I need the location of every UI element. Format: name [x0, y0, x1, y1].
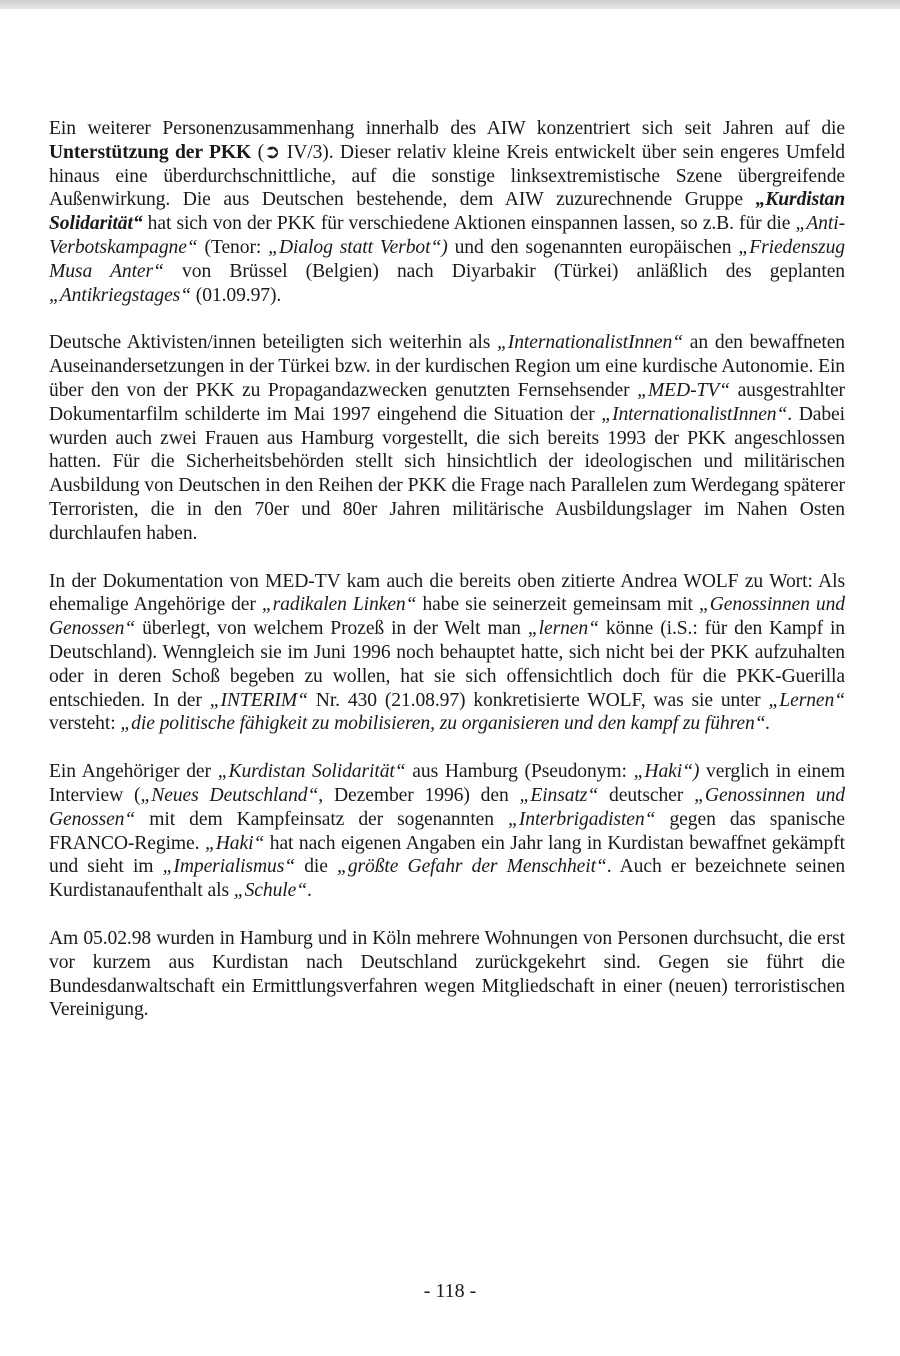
page-number: - 118 -	[423, 1280, 477, 1302]
text-segment: die	[295, 856, 338, 878]
text-segment: „Anti-Verbotskampagne“	[49, 213, 845, 258]
text-segment: gegen das spanische FRANCO-Regime.	[49, 808, 845, 854]
text-segment: „Lernen“	[768, 689, 846, 711]
text-segment: „InternationalistInnen“	[497, 332, 684, 354]
text-segment: In der Dokumentation von MED-TV kam auch die bereits oben zitierte Andrea WOLF zu Wort: Als ehemalige Angehörige der	[49, 570, 845, 616]
text-segment: „Haki“)	[633, 761, 700, 783]
text-segment: „Antikriegstages“	[49, 284, 191, 306]
paragraph-3	[49, 570, 845, 737]
text-segment: „größte Gefahr der Menschheit“	[337, 856, 607, 878]
text-segment: „Imperialismus“	[162, 856, 296, 878]
text-segment: „Neues Deutschland“	[140, 784, 319, 806]
text-segment: „Einsatz“	[519, 784, 599, 806]
paragraph-5	[49, 927, 845, 1022]
paragraph-4	[49, 760, 845, 903]
text-segment: von Brüssel (Belgien) nach Diyarbakir (Türkei) anläßlich des geplanten	[163, 260, 845, 282]
text-segment: „Dialog statt Verbot“)	[268, 236, 448, 258]
text-segment: „radikalen Linken“	[261, 594, 417, 616]
text-segment: Nr. 430 (21.08.97) konkretisierte WOLF, was sie unter	[307, 689, 769, 711]
text-segment: „Kurdistan Solidarität“	[49, 189, 845, 235]
text-segment: „MED-TV“	[637, 379, 730, 401]
text-segment: „Friedenszug Musa Anter“	[49, 236, 845, 282]
text-segment: (Tenor:	[197, 236, 269, 258]
text-segment: „Schule“	[233, 880, 308, 902]
text-segment: habe sie seinerzeit gemeinsam mit	[416, 594, 699, 616]
text-segment: Am 05.02.98 wurden in Hamburg und in Köln mehrere Wohnungen von Personen durchsucht, die erst vor kurzem aus Kurdistan nach Deutschland zurückgekehrt sind. Gegen sie führt die Bundesdanwaltschaft ein Ermittlungsverfahren wegen Mitgliedschaft in einer (neuen) terroristischen Vereinigung.	[49, 927, 845, 1021]
text-segment: Deutsche Aktivisten/innen beteiligten sich weiterhin als	[49, 332, 497, 354]
text-segment: ausgestrahlter Dokumentarfilm schilderte im Mai 1997 eingehend die Situation der	[49, 379, 845, 425]
text-segment: Ein weiterer Personenzusammenhang innerhalb des AIW konzentriert sich seit Jahren auf die	[49, 118, 845, 139]
text-segment: „die politische fähigkeit zu mobilisieren, zu organisieren und den kampf zu führen“.	[120, 713, 771, 735]
text-segment: . Auch er bezeichnete seinen Kurdistanaufenthalt als	[49, 856, 846, 902]
text-segment: überlegt, von welchem Prozeß in der Welt man	[135, 618, 528, 640]
text-segment: , Dezember 1996) den	[318, 784, 520, 806]
text-segment: an den bewaffneten Auseinandersetzungen in der Türkei bzw. in der kurdischen Region um eine kurdische Autonomie. Ein über den von der PKK zu Propagandazwecken genutzten Fernsehsender	[49, 332, 845, 401]
document-page	[49, 117, 845, 1046]
text-segment: „Genossinnen und Genossen“	[49, 784, 845, 830]
text-segment: . Dabei wurden auch zwei Frauen aus Hamburg vorgestellt, die sich bereits 1993 der PKK angeschlossen hatten. Für die Sicherheitsbehörden stellt sich hinsichtlich der ideologischen und militärischen Ausbildung von Deutschen in den Reihen der PKK die Frage nach Parallelen zum Werdegang späterer Terroristen, die in den 70er und 80er Jahren militärische Ausbildungslager im Nahen Osten durchlaufen haben.	[49, 403, 845, 544]
text-segment: könne (i.S.: für den Kampf in Deutschland). Wenngleich sie im Juni 1996 noch behauptet hatte, sich nicht bei der PKK aufzuhalten oder in deren Schoß begeben zu wollen, hat sie sich offensichtlich doch für die PKK-Guerilla entschieden. In der	[49, 618, 846, 711]
text-segment: „Genossinnen und Genossen“	[49, 594, 845, 640]
paragraph-1	[49, 117, 845, 307]
text-segment: „Interbrigadisten“	[508, 808, 656, 830]
text-segment: (➲ IV/3). Dieser relativ kleine Kreis entwickelt über sein engeres Umfeld hinaus eine überdurchschnittliche, auf die sonstige linksextremistische Szene übergreifende Außenwirkung. Die aus Deutschen bestehende, dem AIW zuzurechnende Gruppe	[49, 141, 845, 211]
text-segment: und den sogenannten europäischen	[447, 236, 739, 258]
text-segment: verglich in einem Interview (	[49, 761, 845, 806]
text-segment: versteht:	[49, 713, 121, 735]
text-segment: „Haki“	[204, 832, 265, 854]
text-segment: .	[307, 880, 312, 902]
text-segment: „Kurdistan Solidarität“	[217, 761, 406, 783]
text-segment: deutscher	[598, 784, 695, 806]
text-segment: „lernen“	[527, 618, 599, 640]
text-segment: hat nach eigenen Angaben ein Jahr lang in Kurdistan bewaffnet gekämpft und sieht im	[49, 832, 845, 878]
text-segment: Unterstützung der PKK	[49, 141, 252, 163]
text-segment: hat sich von der PKK für verschiedene Aktionen einspannen lassen, so z.B. für die	[142, 213, 796, 235]
text-segment: aus Hamburg (Pseudonym:	[405, 761, 634, 783]
paragraph-2	[49, 331, 845, 545]
text-segment: Ein Angehöriger der	[49, 761, 218, 783]
text-segment: mit dem Kampfeinsatz der sogenannten	[135, 808, 509, 830]
scan-top-edge	[0, 0, 900, 9]
text-segment: „InternationalistInnen“	[601, 403, 788, 425]
text-segment: (01.09.97).	[191, 284, 282, 306]
text-segment: „INTERIM“	[209, 689, 308, 711]
